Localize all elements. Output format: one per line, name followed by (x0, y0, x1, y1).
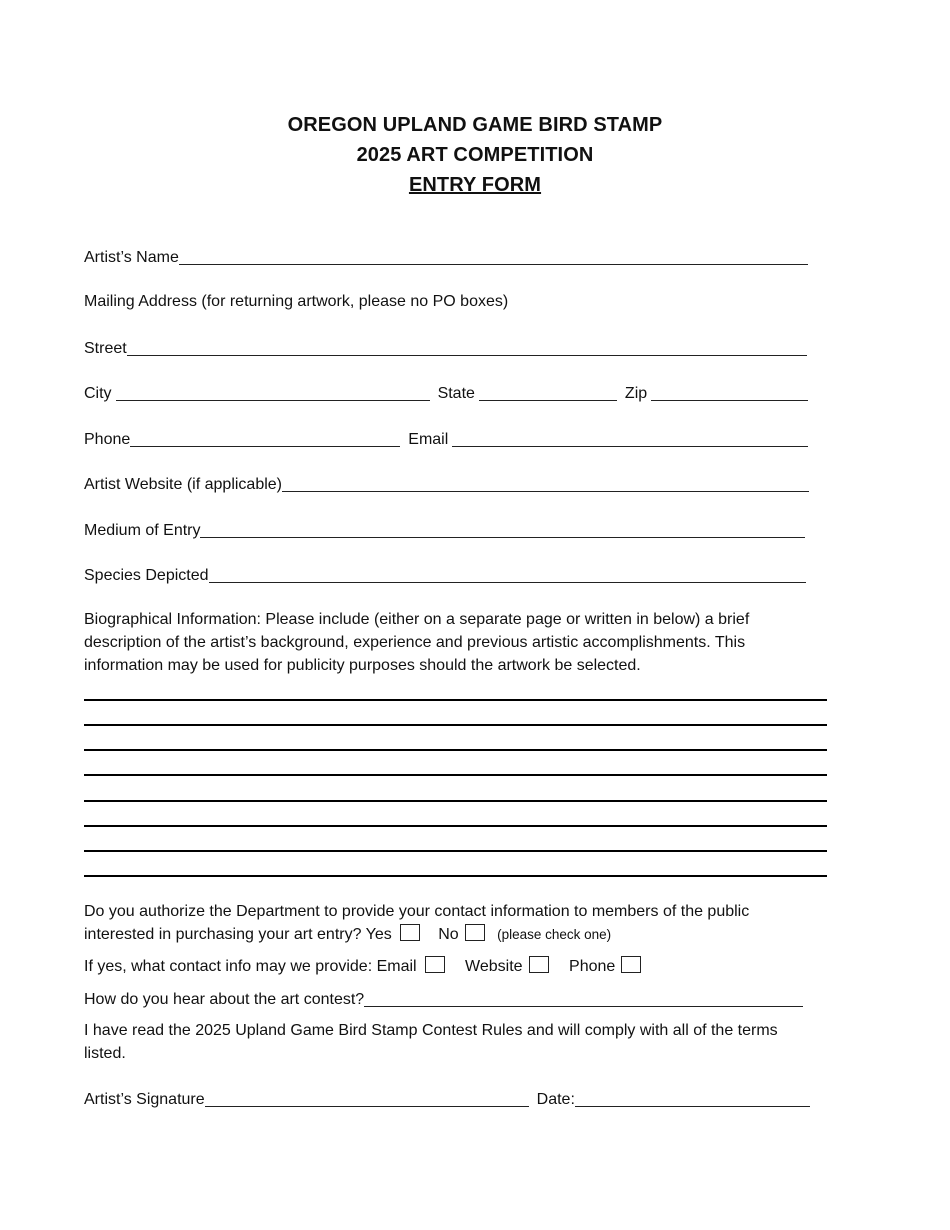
species-row (84, 564, 806, 586)
signature-field[interactable] (205, 1090, 529, 1107)
title-line-2: 2025 ART COMPETITION (356, 144, 594, 166)
date-label: Date: (536, 1091, 575, 1108)
bio-writing-line[interactable] (84, 724, 827, 726)
phone-label: Phone (84, 431, 131, 448)
website-option-label: Website (465, 958, 523, 975)
yes-checkbox[interactable] (400, 924, 420, 941)
bio-writing-line[interactable] (84, 800, 827, 802)
street-label: Street (84, 340, 127, 357)
authorization-line-1: Do you authorize the Department to provide your contact information to members of the public (84, 903, 750, 920)
zip-label: Zip (624, 385, 648, 402)
city-field[interactable] (116, 384, 430, 401)
date-field[interactable] (575, 1090, 810, 1107)
form-title (0, 174, 950, 197)
bio-writing-line[interactable] (84, 850, 827, 852)
medium-label: Medium of Entry (84, 522, 201, 539)
yes-label: Yes (365, 926, 392, 943)
bio-writing-line[interactable] (84, 699, 827, 701)
check-one-note: (please check one) (497, 927, 612, 942)
artist-name-label: Artist’s Name (84, 249, 179, 266)
state-label: State (437, 385, 475, 402)
email-checkbox[interactable] (425, 956, 445, 973)
bio-line-3: information may be used for publicity purposes should the artwork be selected. (84, 657, 641, 674)
state-field[interactable] (479, 384, 617, 401)
phone-field[interactable] (130, 430, 400, 447)
city-state-zip-row (84, 382, 808, 404)
signature-row (84, 1088, 810, 1110)
contact-info-prompt: If yes, what contact info may we provide: Email (84, 958, 417, 975)
phone-checkbox[interactable] (621, 956, 641, 973)
mailing-address-label: Mailing Address (for returning artwork, please no PO boxes) (84, 293, 509, 310)
bio-writing-line[interactable] (84, 774, 827, 776)
no-checkbox[interactable] (465, 924, 485, 941)
website-field[interactable] (282, 475, 809, 492)
city-label: City (84, 385, 112, 402)
artist-name-row (84, 246, 808, 268)
email-field[interactable] (452, 430, 808, 447)
bio-writing-line[interactable] (84, 749, 827, 751)
bio-line-1: Biographical Information: Please include (either on a separate page or written in below) a brief (84, 611, 750, 628)
website-row (84, 473, 809, 495)
phone-email-row (84, 428, 808, 450)
medium-row (84, 519, 805, 541)
title-line-1: OREGON UPLAND GAME BIRD STAMP (287, 114, 663, 136)
phone-option-label: Phone (569, 958, 616, 975)
authorization-row (84, 923, 611, 946)
species-field[interactable] (209, 566, 806, 583)
no-label: No (438, 926, 459, 943)
contact-info-row (84, 955, 645, 978)
rules-line-2: listed. (84, 1045, 126, 1062)
form-title-text: ENTRY FORM (408, 174, 542, 196)
species-label: Species Depicted (84, 567, 209, 584)
zip-field[interactable] (651, 384, 808, 401)
email-label: Email (408, 431, 449, 448)
hear-about-field[interactable] (364, 990, 803, 1007)
street-field[interactable] (127, 339, 807, 356)
hear-about-label: How do you hear about the art contest? (84, 991, 365, 1008)
street-row (84, 337, 807, 359)
artist-name-field[interactable] (179, 248, 808, 265)
rules-line-1: I have read the 2025 Upland Game Bird Stamp Contest Rules and will comply with all of the terms (84, 1022, 778, 1039)
website-checkbox[interactable] (529, 956, 549, 973)
signature-label: Artist’s Signature (84, 1091, 205, 1108)
bio-writing-line[interactable] (84, 875, 827, 877)
authorization-line-2: interested in purchasing your art entry? (84, 926, 362, 943)
medium-field[interactable] (200, 521, 805, 538)
bio-line-2: description of the artist’s background, experience and previous artistic accomplishments. This (84, 634, 746, 651)
website-label: Artist Website (if applicable) (84, 476, 282, 493)
bio-writing-line[interactable] (84, 825, 827, 827)
hear-about-row (84, 988, 803, 1010)
